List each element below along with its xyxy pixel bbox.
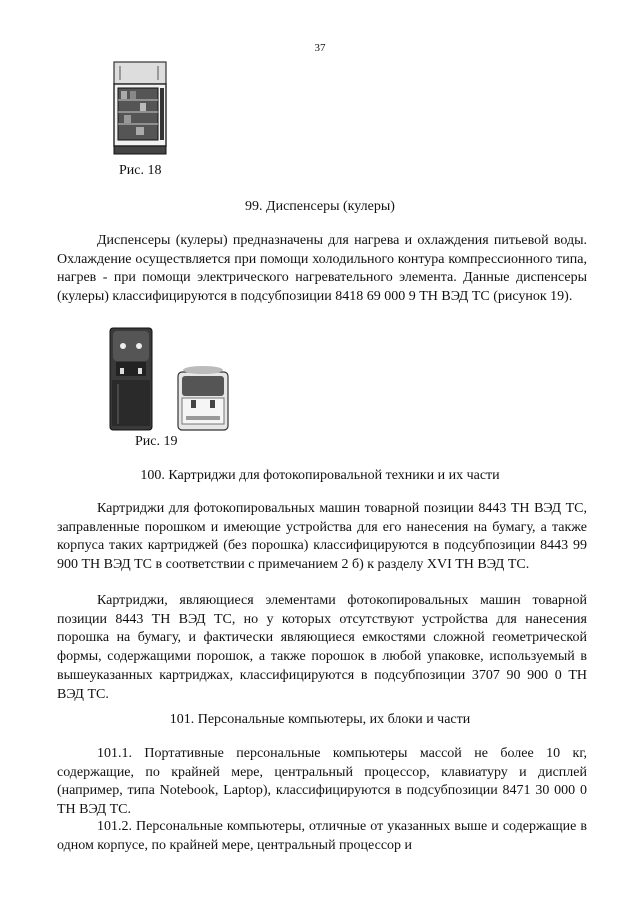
display-cabinet-illustration bbox=[100, 60, 175, 160]
section-101-paragraph-2: 101.2. Персональные компьютеры, отличные от указанных выше и содержащие в одном корпусе, по крайней мере, центральный процессор и bbox=[57, 819, 587, 853]
water-cooler-illustration bbox=[96, 320, 236, 438]
section-100-paragraph-2: Картриджи, являющиеся элементами фотокопировальных машин товарной позиции 8443 ТН ВЭД ТС, но у которых отсутствуют устройства для нанесения порошка на бумагу, и фактически являющиеся емкостями сложной геометрической формы, содержащими порошок, а также порошок в любой упаковке, используемый в вышеуказанных картриджах, классифицируются в подсубпозиции 3707 90 900 0 ТН ВЭД ТС. bbox=[57, 593, 587, 702]
section-100-paragraph-1: Картриджи для фотокопировальных машин товарной позиции 8443 ТН ВЭД ТС, заправленные порошком и имеющие устройства для его нанесения на бумагу, а также корпуса таких картриджей (без порошка) классифицируются в подсубпозиции 8443 99 900 ТН ВЭД ТС в соответствии с примечанием 2 б) к разделу XVI ТН ВЭД ТС. bbox=[57, 501, 587, 573]
figure-18-image bbox=[100, 60, 175, 160]
figure-19-caption: Рис. 19 bbox=[135, 434, 178, 449]
section-99-heading: 99. Диспенсеры (кулеры) bbox=[245, 199, 395, 214]
page-number: 37 bbox=[314, 42, 326, 54]
section-101-heading: 101. Персональные компьютеры, их блоки и части bbox=[169, 712, 471, 727]
figure-19-image bbox=[96, 320, 236, 438]
figure-18-caption: Рис. 18 bbox=[119, 163, 162, 178]
section-100-heading: 100. Картриджи для фотокопировальной техники и их части bbox=[140, 468, 500, 483]
section-101-paragraph-1: 101.1. Портативные персональные компьютеры массой не более 10 кг, содержащие, по крайней мере, центральный процессор, клавиатуру и дисплей (например, типа Notebook, Laptop), классифицируются в подсубпозиции 8471 30 000 0 ТН ВЭД ТС. bbox=[57, 746, 587, 818]
section-99-paragraph: Диспенсеры (кулеры) предназначены для нагрева и охлаждения питьевой воды. Охлаждение осуществляется при помощи холодильного контура компрессионного типа, нагрев - при помощи электрического нагревательного элемента. Данные диспенсеры (кулеры) классифицируются в подсубпозиции 8418 69 000 9 ТН ВЭД ТС (рисунок 19). bbox=[57, 233, 587, 305]
